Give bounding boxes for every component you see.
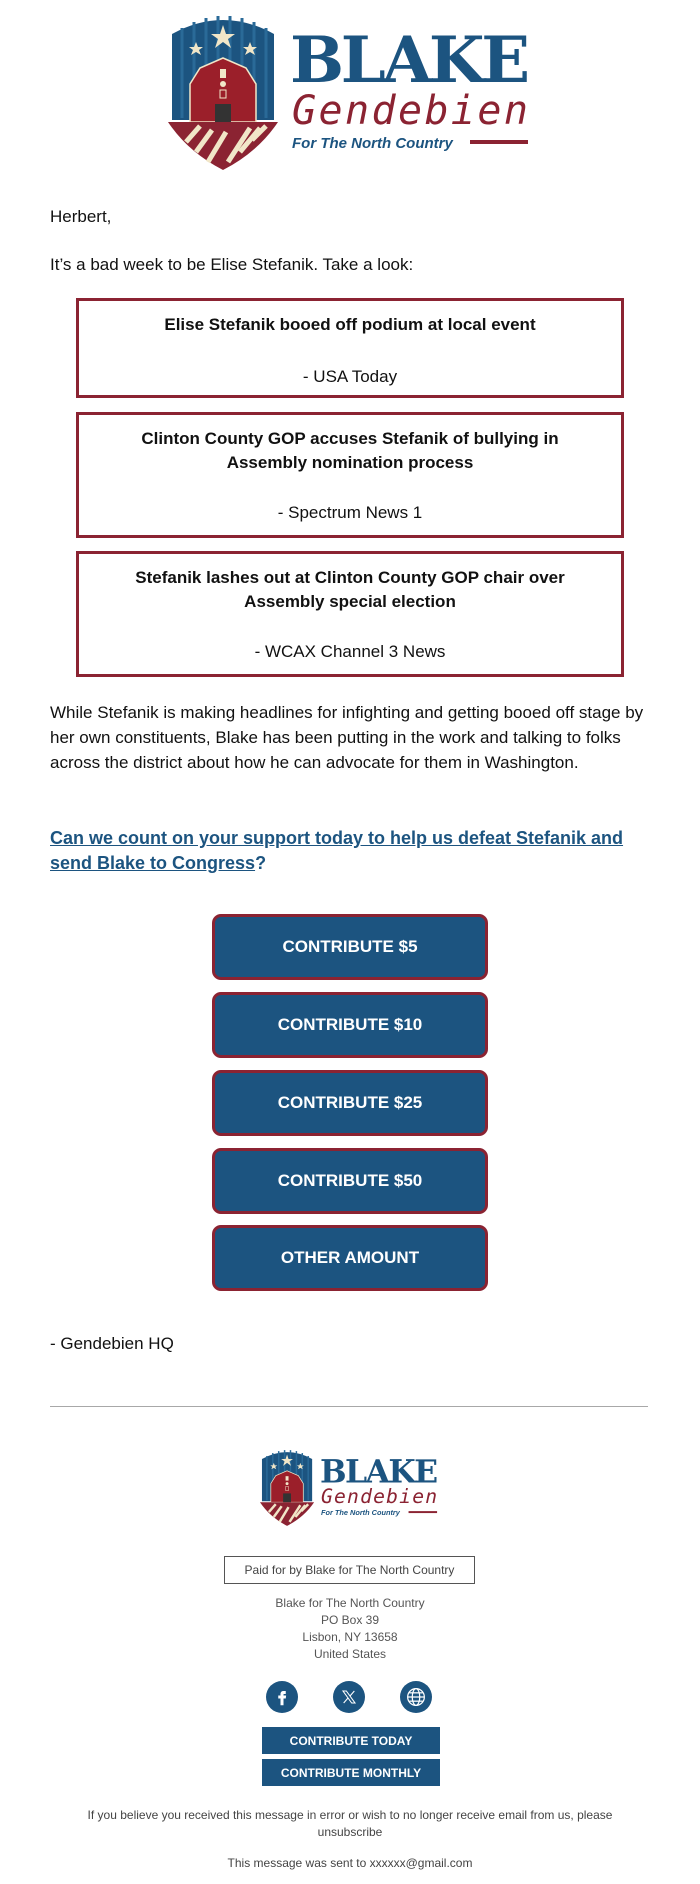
other-amount-button[interactable]: OTHER AMOUNT — [212, 1225, 488, 1291]
unsubscribe-notice — [70, 1807, 630, 1841]
contribute-monthly-button[interactable]: CONTRIBUTE MONTHLY — [262, 1759, 440, 1786]
facebook-icon[interactable] — [266, 1681, 298, 1713]
svg-text:BLAKE: BLAKE — [290, 23, 530, 98]
headline-source: - WCAX Channel 3 News — [254, 642, 446, 661]
paid-for-disclaimer: Paid for by Blake for The North Country — [224, 1556, 475, 1584]
headline-source: - Spectrum News 1 — [277, 503, 423, 522]
header-logo — [168, 12, 538, 172]
footer-logo — [260, 1448, 442, 1527]
svg-text:BLAKE: BLAKE — [320, 1453, 439, 1491]
body-paragraph: While Stefanik is making headlines for infighting and getting booed off stage by her own constituents, Blake has been putting in the work and talking to folks across the district about how he can advocate for them in Washington. — [50, 703, 644, 772]
support-ask — [50, 826, 650, 876]
contribute-25-button[interactable]: CONTRIBUTE $25 — [212, 1070, 488, 1136]
campaign-logo-graphic — [260, 1448, 442, 1527]
svg-text:Gendebien: Gendebien — [292, 88, 528, 134]
support-ask-suffix: ? — [255, 853, 267, 873]
address-line: Blake for The North Country — [275, 1596, 425, 1610]
svg-text:For The North Country: For The North Country — [292, 135, 453, 152]
unsubscribe-text: If you believe you received this message in error or wish to no longer receive email from us, please — [87, 1808, 613, 1822]
address-line: Lisbon, NY 13658 — [302, 1630, 398, 1644]
headline-box — [76, 412, 624, 538]
contribute-50-button[interactable]: CONTRIBUTE $50 — [212, 1148, 488, 1214]
headline-source: - USA Today — [302, 367, 398, 386]
contribute-5-button[interactable]: CONTRIBUTE $5 — [212, 914, 488, 980]
globe-icon[interactable] — [400, 1681, 432, 1713]
sent-to-notice: This message was sent to xxxxxx@gmail.com — [227, 1856, 473, 1870]
svg-text:For The North Country: For The North Country — [320, 1508, 400, 1518]
contribute-10-button[interactable]: CONTRIBUTE $10 — [212, 992, 488, 1058]
headline-title: Elise Stefanik booed off podium at local event — [164, 315, 536, 334]
intro-text: It’s a bad week to be Elise Stefanik. Take a look: — [50, 255, 414, 274]
contribute-today-button[interactable]: CONTRIBUTE TODAY — [262, 1727, 440, 1754]
greeting: Herbert, — [50, 207, 112, 226]
mailing-address — [150, 1595, 550, 1663]
signoff: - Gendebien HQ — [50, 1334, 174, 1353]
campaign-logo-graphic — [168, 12, 538, 172]
headline-box — [76, 298, 624, 398]
headline-title: Clinton County GOP accuses Stefanik of bullying in Assembly nomination process — [141, 429, 559, 472]
address-line: PO Box 39 — [320, 1613, 380, 1627]
divider — [50, 1406, 648, 1407]
svg-text:Gendebien: Gendebien — [320, 1485, 438, 1509]
x-icon[interactable] — [333, 1681, 365, 1713]
support-link[interactable]: Can we count on your support today to help us defeat Stefanik and send Blake to Congress — [50, 828, 624, 873]
unsubscribe-link[interactable]: unsubscribe — [317, 1825, 383, 1839]
headline-title: Stefanik lashes out at Clinton County GOP chair over Assembly special election — [135, 568, 565, 611]
address-line: United States — [313, 1647, 387, 1661]
headline-box — [76, 551, 624, 677]
